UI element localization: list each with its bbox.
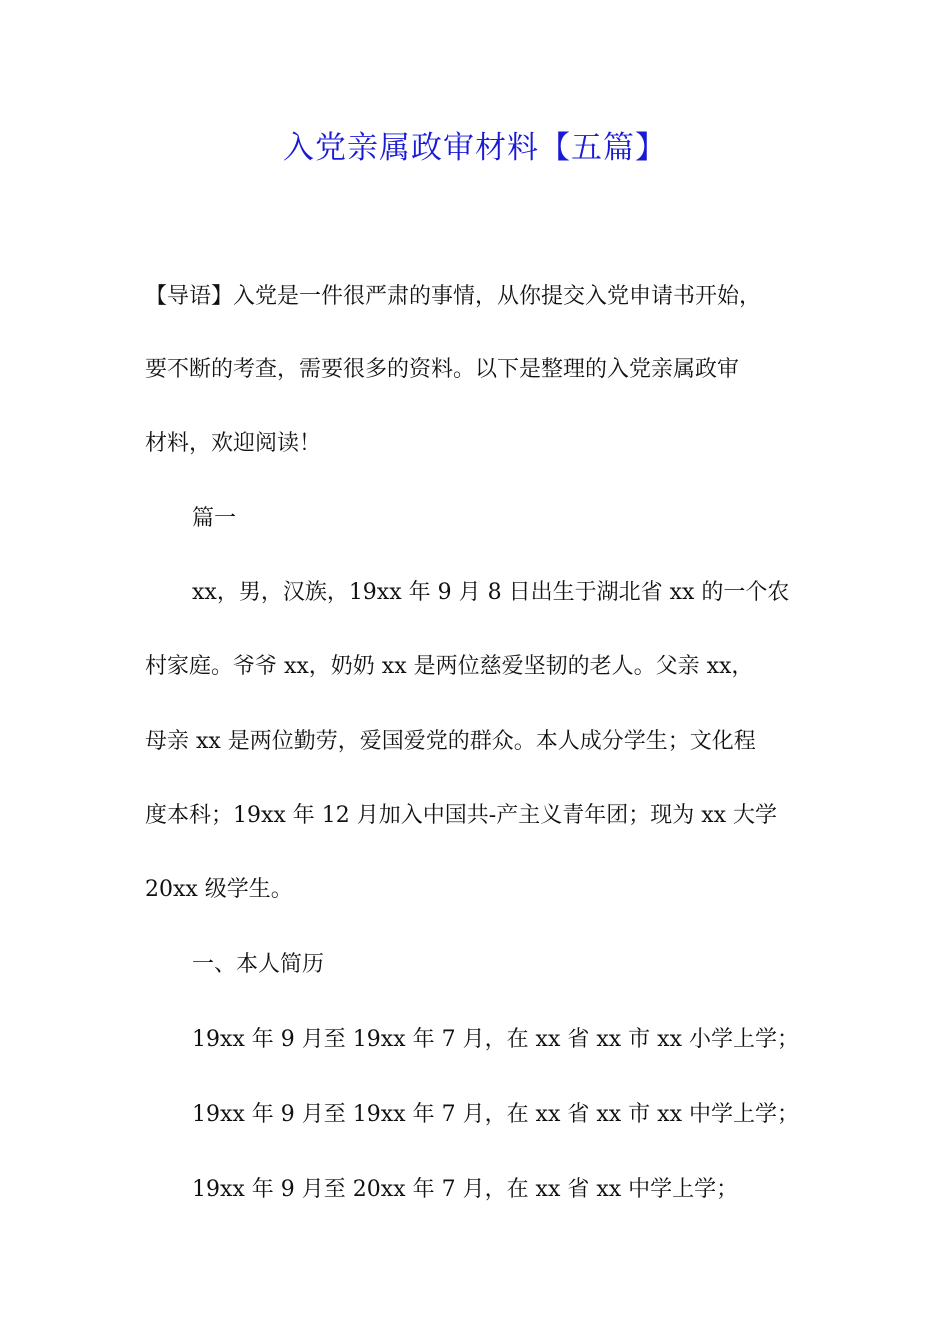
paragraph-line-3: 母亲 xx 是两位勤劳，爱国爱党的群众。本人成分学生；文化程 — [145, 729, 756, 754]
paragraph-line-1: xx，男，汉族，19xx 年 9 月 8 日出生于湖北省 xx 的一个农 — [192, 580, 790, 605]
document-title: 入党亲属政审材料【五篇】 — [283, 130, 667, 166]
paragraph-line-4: 度本科；19xx 年 12 月加入中国共-产主义青年团；现为 xx 大学 — [145, 803, 778, 828]
intro-line-1: 【导语】入党是一件很严肃的事情，从你提交入党申请书开始， — [145, 284, 762, 309]
intro-line-3: 材料，欢迎阅读！ — [145, 431, 322, 456]
section-heading-part-one: 篇一 — [192, 506, 237, 531]
intro-line-2: 要不断的考查，需要很多的资料。以下是整理的入党亲属政审 — [145, 357, 740, 382]
paragraph-line-2: 村家庭。爷爷 xx，奶奶 xx 是两位慈爱坚韧的老人。父亲 xx， — [145, 654, 754, 679]
resume-item-2: 19xx 年 9 月至 19xx 年 7 月，在 xx 省 xx 市 xx 中学上学； — [192, 1102, 799, 1127]
resume-item-3: 19xx 年 9 月至 20xx 年 7 月，在 xx 省 xx 中学上学； — [192, 1177, 739, 1202]
resume-item-1: 19xx 年 9 月至 19xx 年 7 月，在 xx 省 xx 市 xx 小学上学； — [192, 1027, 799, 1052]
section-heading-resume: 一、本人简历 — [192, 952, 325, 977]
paragraph-line-5: 20xx 级学生。 — [145, 877, 293, 902]
